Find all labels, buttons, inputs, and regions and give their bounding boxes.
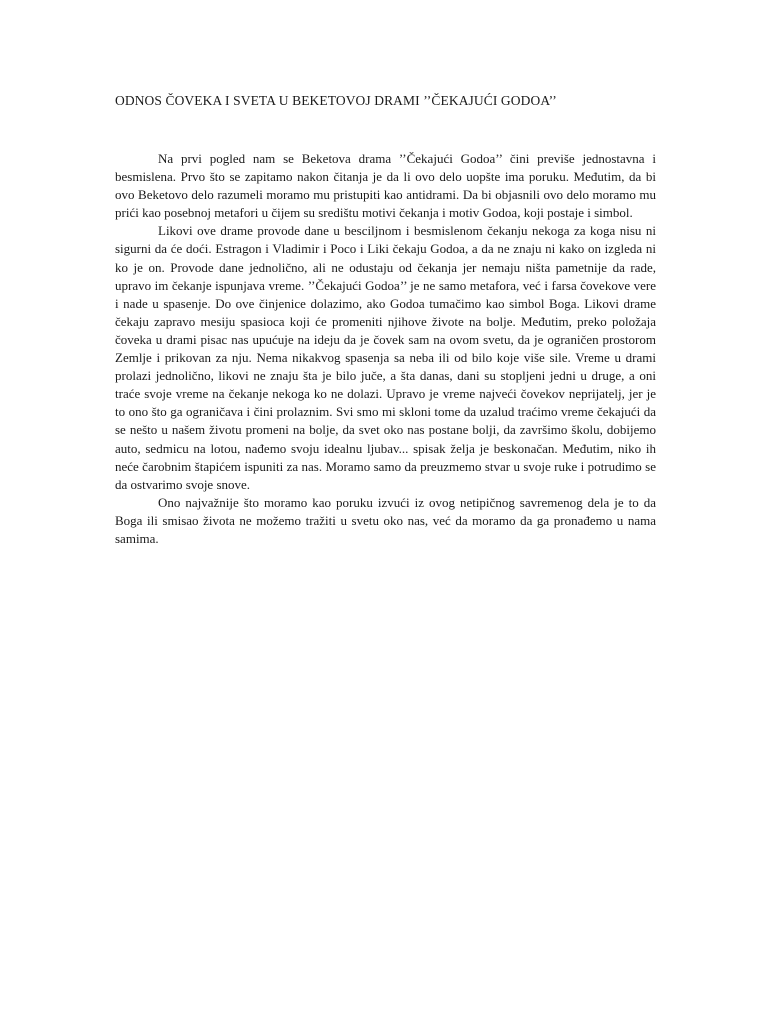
document-body (115, 150, 656, 548)
paragraph-3: Ono najvažnije što moramo kao poruku izvući iz ovog netipičnog savremenog dela je to da Boga ili smisao života ne možemo tražiti u svetu oko nas, već da moramo da ga pronađemo u nama samima. (115, 494, 656, 546)
paragraph-2: Likovi ove drame provode dane u besciljnom i besmislenom čekanju nekoga za koga nisu ni sigurni da će doći. Estragon i Vladimir i Poco i Liki čekaju Godoa, a da ne znaju ni kako on izgleda ni ko je on. Provode dane jednolično, ali ne odustaju od čekanja jer nemaju ništa pametnije da rade, upravo im čekanje ispunjava vreme. ’’Čekajući Godoa’’ je ne samo metafora, već i farsa čovekove vere i nade u spasenje. Do ove činjenice dolazimo, ako Godoa tumačimo kao simbol Boga. Likovi drame čekaju zapravo mesiju spasioca koji će promeniti njihove živote na bolje. Međutim, preko položaja čoveka u drami pisac nas upućuje na ideju da je čovek sam na ovom svetu, da je ograničen prostorom Zemlje i prikovan za nju. Nema nikakvog spasenja sa neba ili od bilo koje više sile. Vreme u drami prolazi jednolično, likovi ne znaju šta je bilo juče, a šta danas, dani su stopljeni jedni u druge, a oni traće svoje vreme na čekanje nekoga ko ne dolazi. Upravo je vreme najveći čovekov neprijatelj, jer je to ono što ga ograničava i čini prolaznim. Svi smo mi skloni tome da uzalud traćimo vreme čekajući da se nešto u našem životu promeni na bolje, da svet oko nas postane bolji, da završimo školu, dobijemo auto, sedmicu na lotou, nađemo svoju idealnu ljubav... spisak želja je beskonačan. Međutim, niko ih neće čarobnim štapićem ispuniti za nas. Moramo samo da preuzmemo stvar u svoje ruke i potrudimo se da ostvarimo svoje snove. (115, 223, 656, 492)
document-title: ODNOS ČOVEKA I SVETA U BEKETOVOJ DRAMI ’’ČEKAJUĆI GODOA’’ (115, 93, 557, 108)
paragraph-1: Na prvi pogled nam se Beketova drama ’’Čekajući Godoa’’ čini previše jednostavna i besmislena. Prvo što se zapitamo nakon čitanja je da li ovo delo uopšte ima poruku. Međutim, da bi ovo Beketovo delo razumeli moramo mu pristupiti kao antidrami. Da bi objasnili ovo delo moramo mu prići kao posebnoj metafori u čijem su središtu motivi čekanja i motiv Godoa, koji postaje i simbol. (115, 151, 656, 221)
